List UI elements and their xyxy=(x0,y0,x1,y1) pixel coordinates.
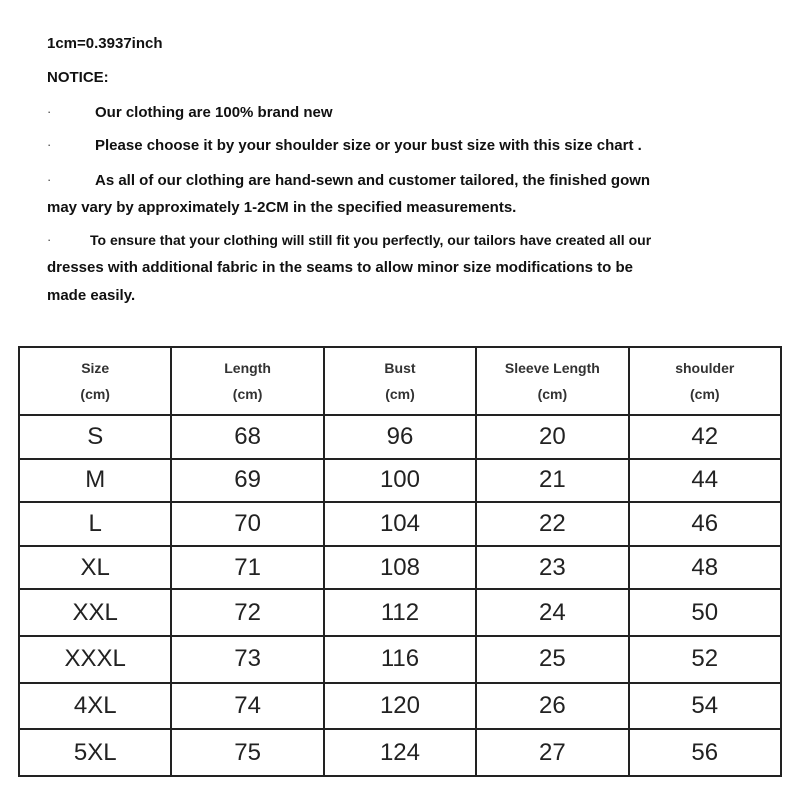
cell-length: 74 xyxy=(171,683,323,730)
cell-length: 69 xyxy=(171,459,323,503)
notice-item-choose-size: Please choose it by your shoulder size or your bust size with this size chart . xyxy=(95,137,642,154)
cell-length: 70 xyxy=(171,502,323,546)
cell-bust: 96 xyxy=(324,415,476,459)
notice-item-hand-sewn: As all of our clothing are hand-sewn and customer tailored, the finished gown xyxy=(95,172,651,189)
cell-shoulder: 46 xyxy=(629,502,781,546)
table-row xyxy=(19,546,781,590)
cell-shoulder: 48 xyxy=(629,546,781,590)
cell-bust: 100 xyxy=(324,459,476,503)
bullet-marker: · xyxy=(47,104,52,119)
cell-length: 68 xyxy=(171,415,323,459)
cell-size: L xyxy=(19,502,171,546)
bullet-marker: · xyxy=(47,232,52,247)
notice-item-hand-sewn-cont: may vary by approximately 1-2CM in the specified measurements. xyxy=(47,199,517,216)
unit-conversion: 1cm=0.3937inch xyxy=(47,35,163,52)
cell-sleeve-length: 20 xyxy=(476,415,628,459)
cell-sleeve-length: 24 xyxy=(476,589,628,636)
cell-bust: 120 xyxy=(324,683,476,730)
cell-bust: 116 xyxy=(324,636,476,683)
cell-sleeve-length: 27 xyxy=(476,729,628,776)
header-shoulder: shoulder (cm) xyxy=(629,347,781,415)
cell-sleeve-length: 23 xyxy=(476,546,628,590)
cell-bust: 124 xyxy=(324,729,476,776)
notice-item-fit-cont: dresses with additional fabric in the seams to allow minor size modifications to be xyxy=(47,259,633,276)
cell-size: 4XL xyxy=(19,683,171,730)
table-row xyxy=(19,502,781,546)
header-length: Length (cm) xyxy=(171,347,323,415)
table-row xyxy=(19,459,781,503)
header-bust: Bust (cm) xyxy=(324,347,476,415)
cell-size: M xyxy=(19,459,171,503)
bullet-marker: · xyxy=(47,137,52,152)
cell-size: XXXL xyxy=(19,636,171,683)
cell-bust: 108 xyxy=(324,546,476,590)
cell-length: 72 xyxy=(171,589,323,636)
bullet-marker: · xyxy=(47,172,52,187)
cell-length: 75 xyxy=(171,729,323,776)
size-chart-table xyxy=(18,346,782,777)
cell-size: XXL xyxy=(19,589,171,636)
table-row xyxy=(19,636,781,683)
header-size: Size (cm) xyxy=(19,347,171,415)
cell-sleeve-length: 22 xyxy=(476,502,628,546)
table-row xyxy=(19,589,781,636)
table-row xyxy=(19,415,781,459)
notice-item-fit: To ensure that your clothing will still fit you perfectly, our tailors have created all our xyxy=(90,232,652,248)
table-row xyxy=(19,729,781,776)
cell-shoulder: 50 xyxy=(629,589,781,636)
notice-item-brand-new: Our clothing are 100% brand new xyxy=(95,104,333,121)
cell-size: 5XL xyxy=(19,729,171,776)
cell-length: 73 xyxy=(171,636,323,683)
notice-heading: NOTICE: xyxy=(47,69,109,86)
table-row xyxy=(19,683,781,730)
cell-shoulder: 52 xyxy=(629,636,781,683)
cell-bust: 104 xyxy=(324,502,476,546)
cell-shoulder: 44 xyxy=(629,459,781,503)
cell-shoulder: 42 xyxy=(629,415,781,459)
cell-length: 71 xyxy=(171,546,323,590)
cell-size: XL xyxy=(19,546,171,590)
table-header-row xyxy=(19,347,781,415)
cell-shoulder: 56 xyxy=(629,729,781,776)
cell-sleeve-length: 26 xyxy=(476,683,628,730)
cell-sleeve-length: 25 xyxy=(476,636,628,683)
cell-sleeve-length: 21 xyxy=(476,459,628,503)
cell-bust: 112 xyxy=(324,589,476,636)
header-sleeve-length: Sleeve Length (cm) xyxy=(476,347,628,415)
cell-shoulder: 54 xyxy=(629,683,781,730)
cell-size: S xyxy=(19,415,171,459)
notice-item-fit-cont-2: made easily. xyxy=(47,287,136,304)
